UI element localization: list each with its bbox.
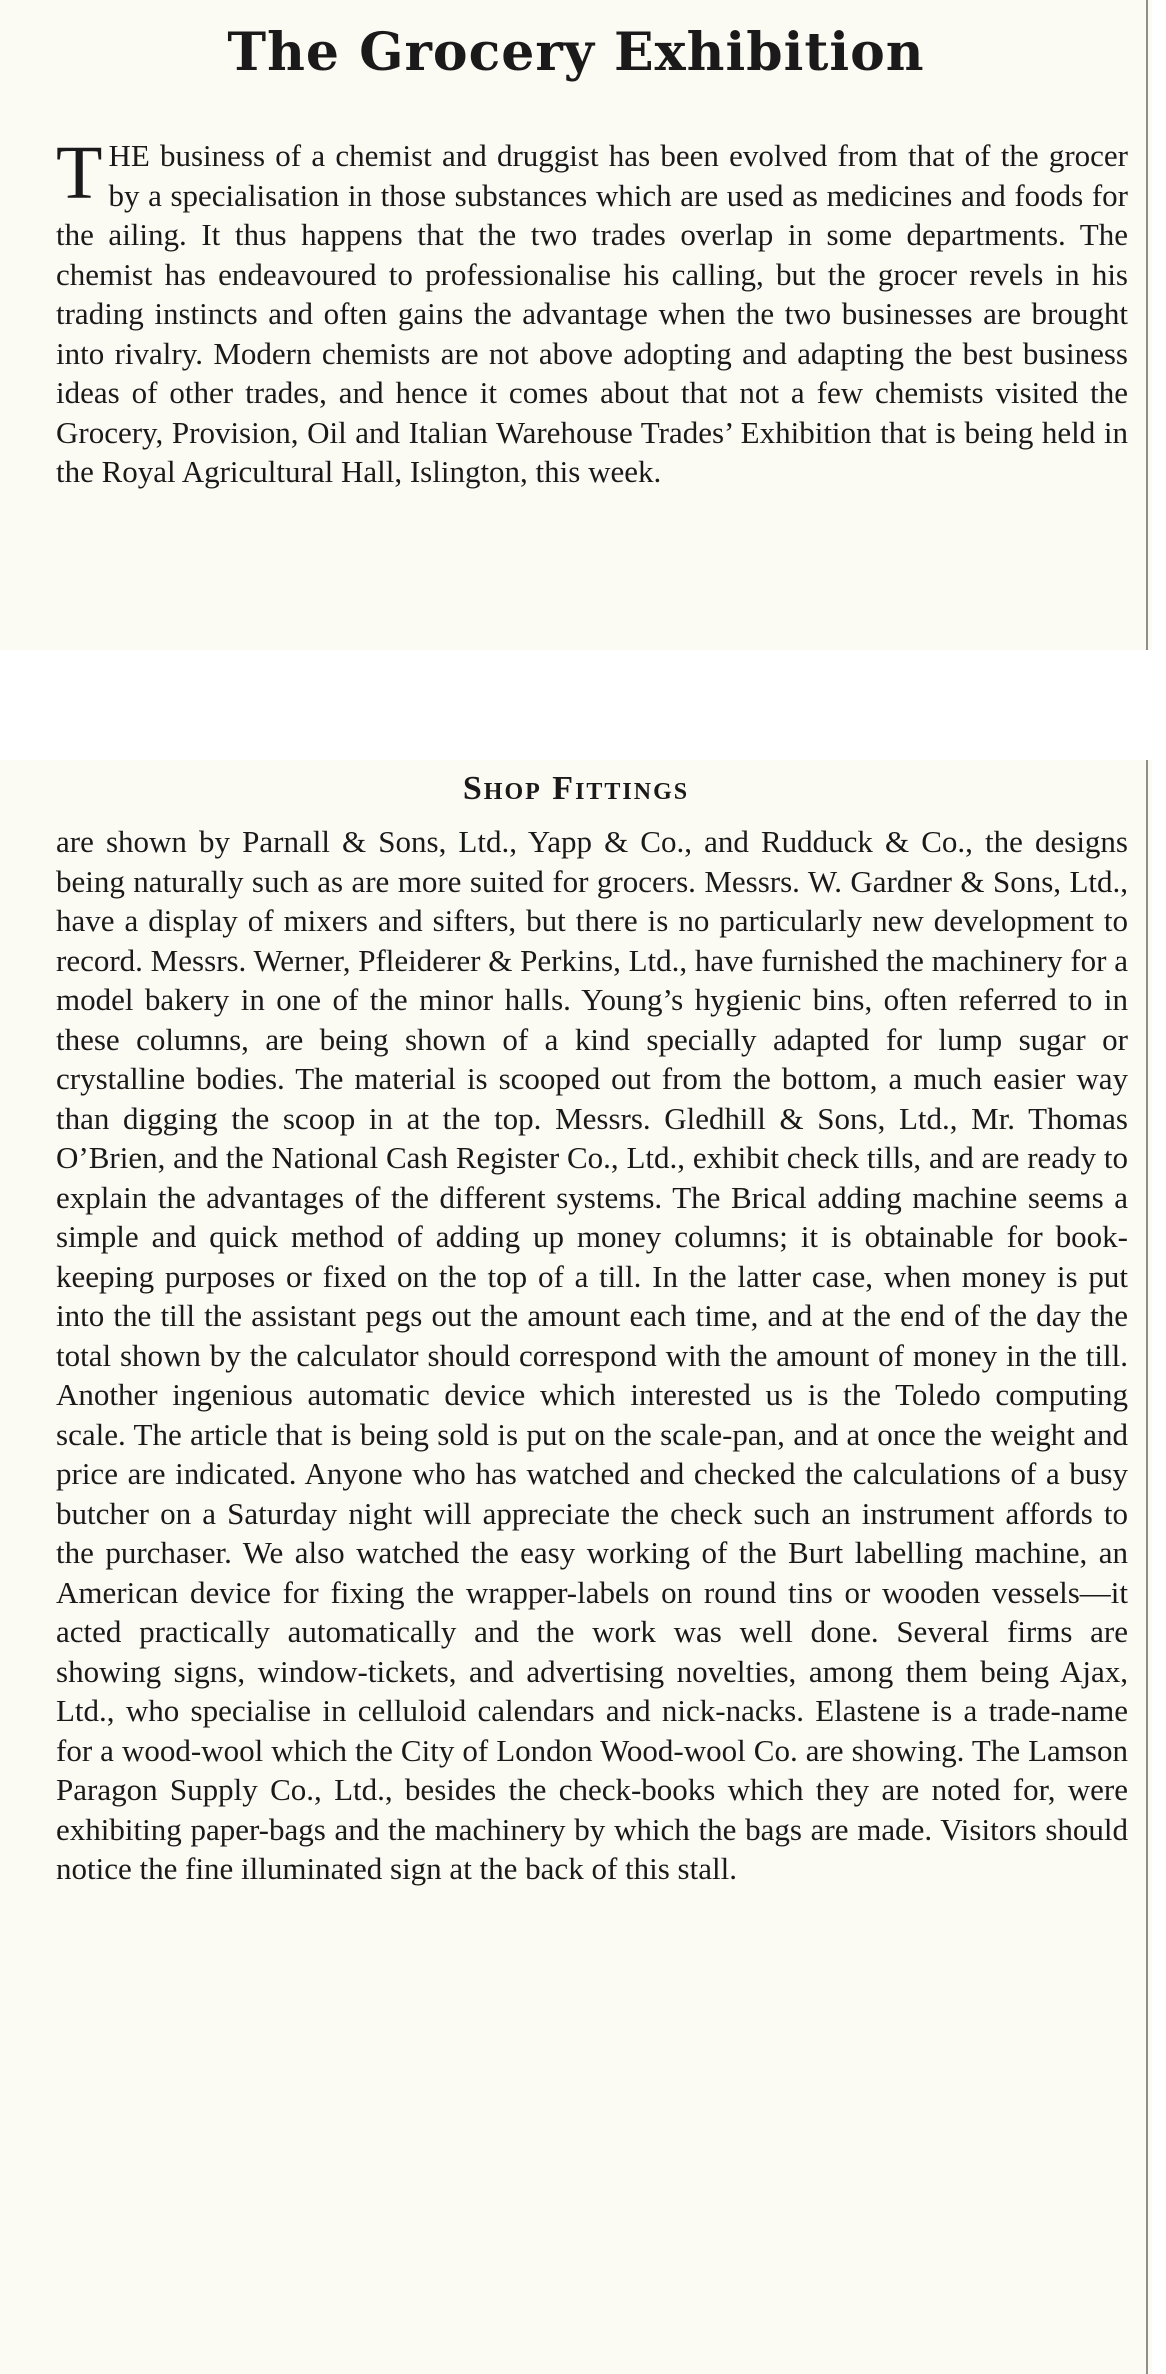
article-title: The Grocery Exhibition <box>227 22 925 83</box>
intro-text: HE business of a chemist and druggist has been evolved from that of the grocer by a specialisation in those substances which are used as medicines and foods for the ailing. It thus happens that the two trades overlap in some departments. The chemist has endeavoured to professionalise his calling, but the grocer revels in his trading instincts and often gains the advantage when the two businesses are brought into rivalry. Modern chemists are not above adopting and adapting the best business ideas of other trades, and hence it comes about that not a few chemists visited the Grocery, Provision, Oil and Italian Warehouse Trades’ Exhibition that is being held in the Royal Agricultural Hall, Islington, this week. <box>56 138 1128 489</box>
section-paragraph: are shown by Parnall & Sons, Ltd., Yapp & Co., and Rudduck & Co., the designs being naturally such as are more suited for grocers. Messrs. W. Gardner & Sons, Ltd., have a display of mixers and sifters, but there is no particularly new development to record. Messrs. Werner, Pfleiderer & Perkins, Ltd., have furnished the machinery for a model bakery in one of the minor halls. Young’s hygienic bins, often referred to in these columns, are being shown of a kind specially adapted for lump sugar or crystalline bodies. The material is scooped out from the bottom, a much easier way than digging the scoop in at the top. Messrs. Gledhill & Sons, Ltd., Mr. Thomas O’Brien, and the National Cash Register Co., Ltd., exhibit check tills, and are ready to explain the advantages of the different systems. The Brical adding machine seems a simple and quick method of adding up money columns; it is obtainable for book-keeping purposes or fixed on the top of a till. In the latter case, when money is put into the till the assistant pegs out the amount each time, and at the end of the day the total shown by the calculator should correspond with the amount of money in the till. Another ingenious automatic device which interested us is the Toledo computing scale. The article that is being sold is put on the scale-pan, and at once the weight and price are indicated. Anyone who has watched and checked the calculations of a busy butcher on a Saturday night will appreciate the check such an instrument affords to the purchaser. We also watched the easy working of the Burt labelling machine, an American device for fixing the wrapper-labels on round tins or wooden vessels—it acted practically automatically and the work was well done. Several firms are showing signs, window-tickets, and advertising novelties, among them being Ajax, Ltd., who specialise in celluloid calendars and nick-nacks. Elastene is a trade-name for a wood-wool which the City of London Wood-wool Co. are showing. The Lamson Paragon Supply Co., Ltd., besides the check-books which they are noted for, were exhibiting paper-bags and the machinery by which the bags are made. Visitors should notice the fine illuminated sign at the back of this stall. <box>56 824 1128 1886</box>
intro-paragraph <box>56 131 1128 492</box>
drop-cap: T <box>56 131 103 215</box>
column-rule-bottom <box>1146 760 1148 2374</box>
section-heading: Shop Fittings <box>462 770 690 807</box>
column-rule-top <box>1146 0 1148 650</box>
